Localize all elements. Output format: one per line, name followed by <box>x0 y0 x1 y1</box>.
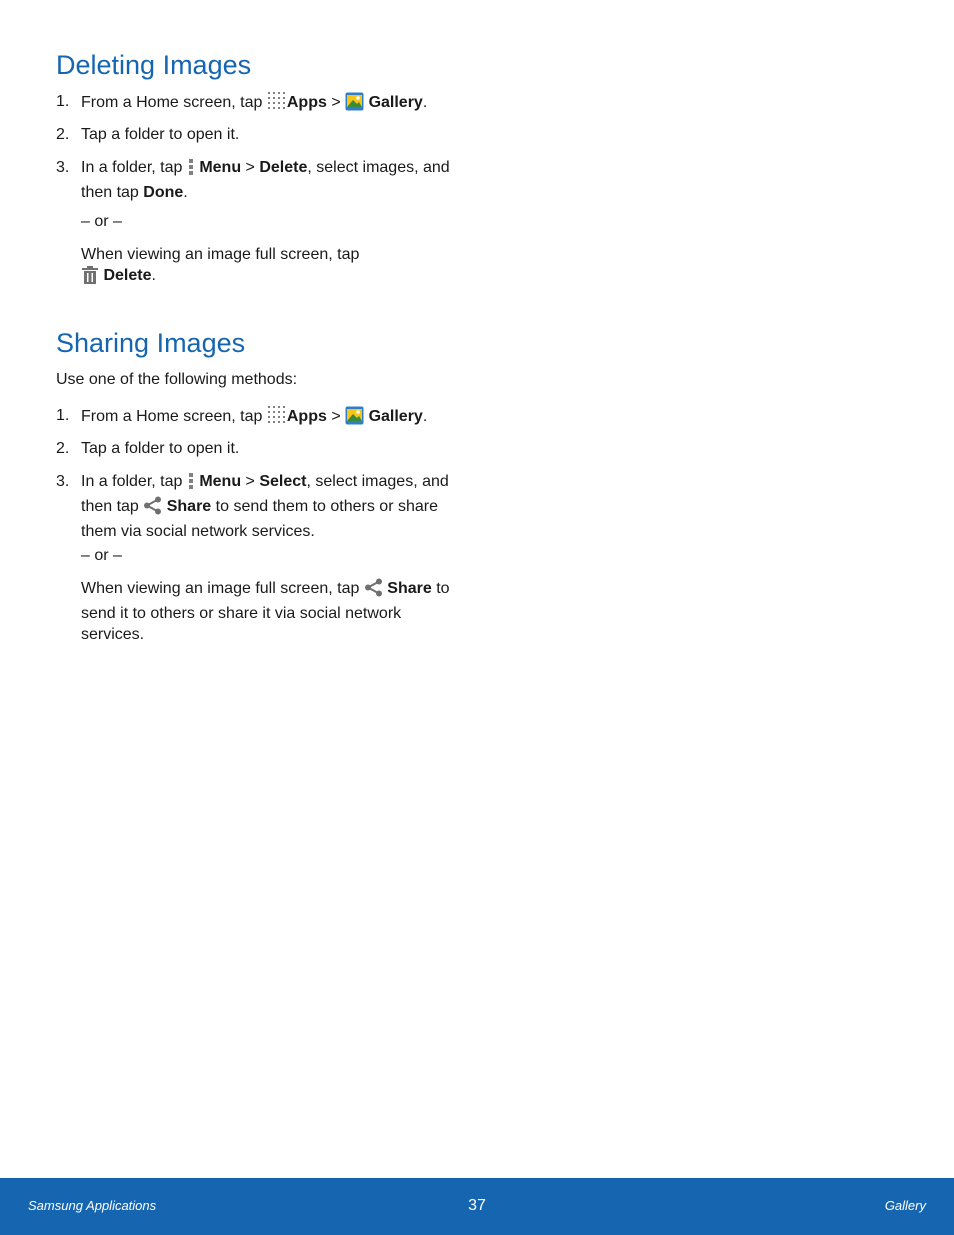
delete-label: Delete <box>103 267 152 284</box>
menu-dots-icon <box>187 472 195 496</box>
step-text: , select images, and then tap <box>81 473 449 515</box>
punctuation: . <box>422 408 428 425</box>
section-title-sharing: Sharing Images <box>56 328 246 358</box>
step-number: 3. <box>56 473 70 490</box>
or-divider: – or – <box>81 547 122 564</box>
punctuation: . <box>422 94 428 111</box>
punctuation: . <box>183 184 188 201</box>
page-footer <box>0 1178 954 1235</box>
apps-label: Apps <box>286 408 327 425</box>
share-label: Share <box>387 580 432 597</box>
separator: > <box>245 159 255 176</box>
intro-text: Use one of the following methods: <box>56 371 298 388</box>
step-number: 1. <box>56 93 70 110</box>
apps-grid-icon <box>267 405 287 431</box>
page-number: 37 <box>468 1197 486 1214</box>
done-label: Done <box>143 184 184 201</box>
trash-icon <box>81 266 99 290</box>
section-title-deleting: Deleting Images <box>56 50 252 80</box>
step-text: Tap a folder to open it. <box>81 126 240 143</box>
gallery-label: Gallery <box>368 408 423 425</box>
menu-label: Menu <box>199 473 242 490</box>
step-text: In a folder, tap <box>81 159 183 176</box>
select-action-label: Select <box>259 473 307 490</box>
or-divider: – or – <box>81 213 122 230</box>
step-text: Tap a folder to open it. <box>81 440 240 457</box>
menu-label: Menu <box>199 159 242 176</box>
alt-text: When viewing an image full screen, tap <box>81 580 360 597</box>
menu-dots-icon <box>187 158 195 182</box>
share-label: Share <box>166 498 212 515</box>
gallery-icon <box>345 92 364 117</box>
step-number: 2. <box>56 440 70 457</box>
gallery-label: Gallery <box>368 94 423 111</box>
apps-label: Apps <box>286 94 327 111</box>
footer-chapter-label: Gallery <box>884 1198 926 1213</box>
apps-grid-icon <box>267 91 287 117</box>
share-icon <box>143 496 162 521</box>
step-number: 1. <box>56 407 70 424</box>
alt-instruction <box>81 578 461 645</box>
footer-section-label: Samsung Applications <box>28 1198 157 1213</box>
delete-action-label: Delete <box>259 159 308 176</box>
step-text: From a Home screen, tap <box>81 408 263 425</box>
alt-instruction <box>81 244 461 290</box>
separator: > <box>331 94 341 111</box>
alt-text: to send it to others or share it via social network services. <box>81 580 450 643</box>
punctuation: . <box>151 267 156 284</box>
separator: > <box>331 408 341 425</box>
step-text: , select images, and then tap <box>81 159 450 201</box>
step-number: 2. <box>56 126 70 143</box>
step-text: to send them to others or share them via social network services. <box>81 498 438 540</box>
step-number: 3. <box>56 159 70 176</box>
alt-text: When viewing an image full screen, tap <box>81 246 360 263</box>
share-icon <box>364 578 383 603</box>
gallery-icon <box>345 406 364 431</box>
step-text: From a Home screen, tap <box>81 94 263 111</box>
step-text: In a folder, tap <box>81 473 183 490</box>
separator: > <box>245 473 255 490</box>
